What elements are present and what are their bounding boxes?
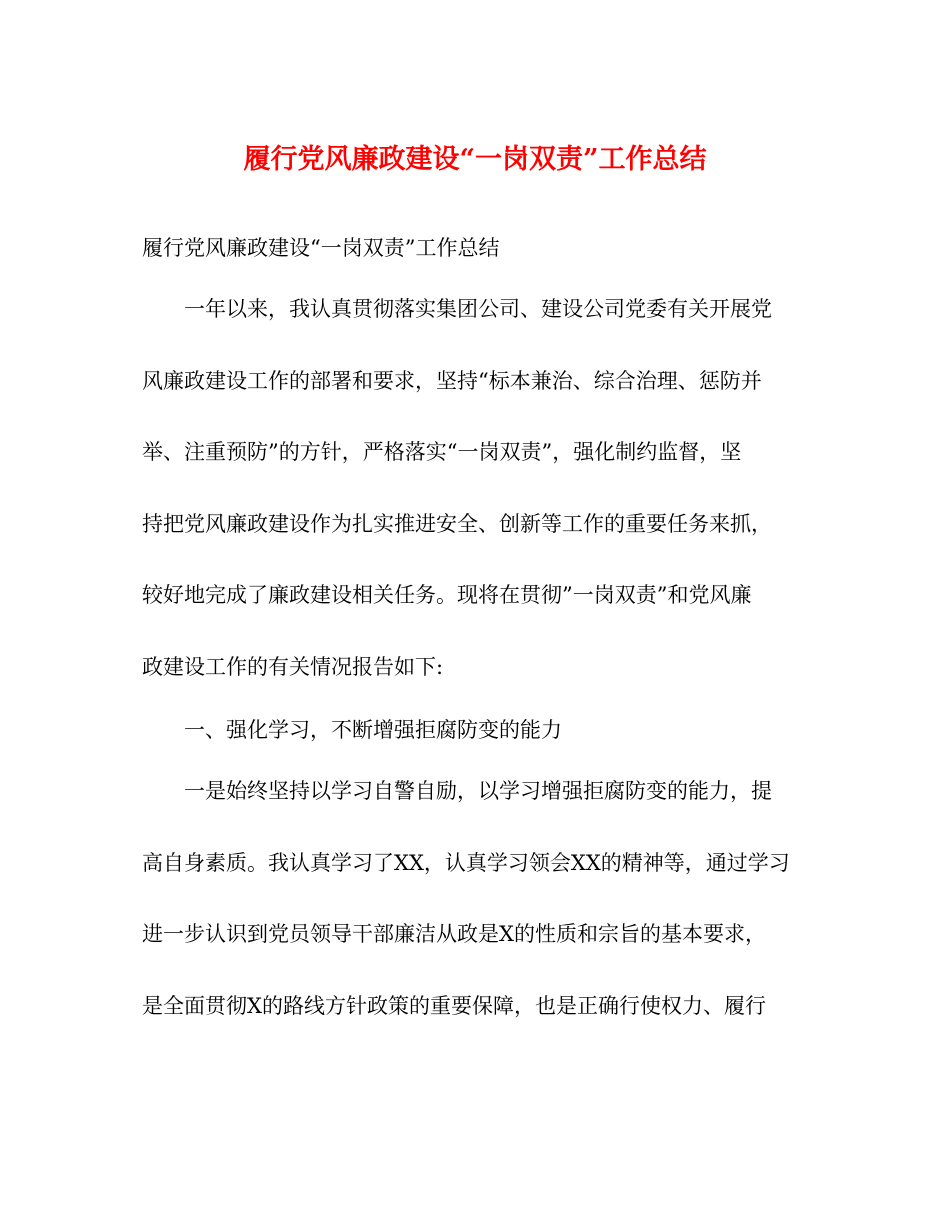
body-line: 一年以来，我认真贯彻落实集团公司、建设公司党委有关开展党	[184, 297, 772, 321]
body-line: 较好地完成了廉政建设相关任务。现将在贯彻”一岗双责”和党风廉	[142, 583, 752, 607]
document-title: 履行党风廉政建设“一岗双责”工作总结	[243, 144, 707, 175]
body-line: 举、注重预防”的方针，严格落实“一岗双责”，强化制约监督，坚	[142, 440, 742, 464]
subtitle-line: 履行党风廉政建设“一岗双责”工作总结	[142, 236, 500, 260]
section-heading: 一、强化学习，不断增强拒腐防变的能力	[184, 718, 562, 742]
body-line: 进一步认识到党员领导干部廉洁从政是X的性质和宗旨的基本要求，	[142, 922, 766, 946]
body-line: 风廉政建设工作的部署和要求，坚持“标本兼治、综合治理、惩防并	[142, 369, 762, 393]
body-line: 一是始终坚持以学习自警自励，以学习增强拒腐防变的能力，提	[184, 779, 772, 803]
body-line: 政建设工作的有关情况报告如下:	[142, 655, 444, 679]
body-line: 持把党风廉政建设作为扎实推进安全、创新等工作的重要任务来抓，	[142, 512, 772, 536]
body-line: 是全面贯彻X的路线方针政策的重要保障，也是正确行使权力、履行	[142, 994, 766, 1018]
body-line: 高自身素质。我认真学习了XX，认真学习领会XX的精神等，通过学习	[142, 851, 790, 875]
